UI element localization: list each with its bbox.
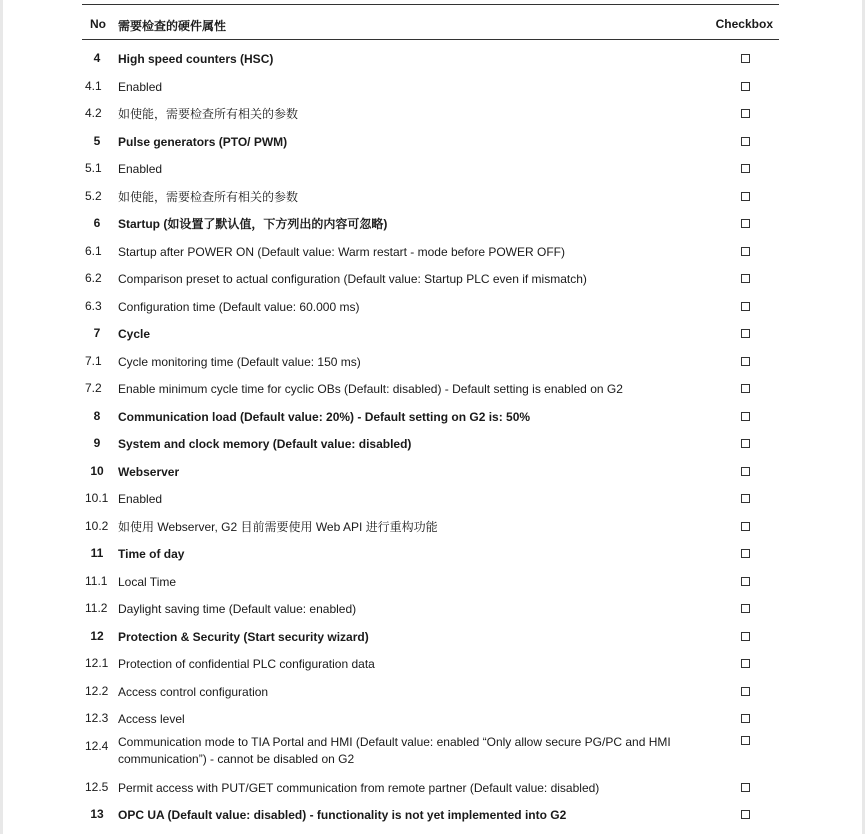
row-text: Daylight saving time (Default value: enabled) <box>118 602 357 616</box>
table-row <box>82 264 779 292</box>
row-text: Webserver <box>118 464 180 479</box>
row-checkbox[interactable] <box>741 192 750 201</box>
row-text: Pulse generators (PTO/ PWM) <box>118 134 288 149</box>
row-text: Enable minimum cycle time for cyclic OBs (Default: disabled) - Default setting is enabled on G2 <box>118 382 623 396</box>
page-edge-left <box>0 0 3 834</box>
row-checkbox[interactable] <box>741 439 750 448</box>
row-number: 11.2 <box>85 601 108 615</box>
row-text: Enabled <box>118 79 163 94</box>
table-row <box>82 567 779 595</box>
table-row <box>82 594 779 622</box>
row-number: 7.2 <box>85 381 102 395</box>
table-row <box>82 539 779 567</box>
row-number: 7 <box>93 326 101 340</box>
row-text: Communication load (Default value: 20%) - Default setting on G2 is: 50% <box>118 409 531 424</box>
row-number: 12.1 <box>85 656 109 670</box>
row-checkbox[interactable] <box>741 357 750 366</box>
row-number: 5.2 <box>85 188 102 203</box>
table-row <box>82 347 779 375</box>
row-text: Cycle <box>118 327 151 341</box>
row-checkbox[interactable] <box>741 137 750 146</box>
row-text: 如使能，需要检查所有相关的参数 <box>118 107 299 121</box>
table-row <box>82 99 779 127</box>
row-text: Startup after POWER ON (Default value: Warm restart - mode before POWER OFF) <box>118 244 565 259</box>
row-number: 8 <box>93 408 101 423</box>
row-checkbox[interactable] <box>741 329 750 338</box>
table-row <box>82 237 779 265</box>
row-checkbox[interactable] <box>741 604 750 613</box>
row-number: 10.2 <box>85 518 109 533</box>
row-number: 7.1 <box>85 353 102 368</box>
table-row <box>82 182 779 210</box>
row-number: 12.3 <box>85 711 109 725</box>
row-checkbox[interactable] <box>741 467 750 476</box>
row-number: 6.1 <box>85 243 102 258</box>
table-row <box>82 292 779 320</box>
row-text: 如使能，需要检查所有相关的参数 <box>118 189 299 204</box>
table-row <box>82 649 779 677</box>
table-row <box>82 512 779 540</box>
row-checkbox[interactable] <box>741 109 750 118</box>
row-checkbox[interactable] <box>741 687 750 696</box>
table-row <box>82 374 779 402</box>
table-row <box>82 402 779 430</box>
row-checkbox[interactable] <box>741 783 750 792</box>
row-text: Access level <box>118 712 185 726</box>
row-text: Cycle monitoring time (Default value: 150 ms) <box>118 354 361 369</box>
table-row <box>82 209 779 237</box>
row-checkbox[interactable] <box>741 810 750 819</box>
row-checkbox[interactable] <box>741 274 750 283</box>
row-checkbox[interactable] <box>741 577 750 586</box>
row-number: 12.4 <box>85 738 109 753</box>
row-checkbox[interactable] <box>741 384 750 393</box>
table-row <box>82 773 779 801</box>
row-checkbox[interactable] <box>741 82 750 91</box>
row-number: 10.1 <box>85 491 109 505</box>
header-item: 需要检查的硬件属性 <box>118 19 227 33</box>
row-number: 5 <box>93 133 101 148</box>
row-text: Enabled <box>118 492 163 506</box>
row-number: 4.1 <box>85 78 102 93</box>
row-number: 5.1 <box>85 161 102 175</box>
row-text: Protection of confidential PLC configuration data <box>118 657 375 671</box>
row-number: 12.2 <box>85 683 109 698</box>
row-checkbox[interactable] <box>741 302 750 311</box>
table-header <box>82 5 779 40</box>
row-checkbox[interactable] <box>741 522 750 531</box>
row-checkbox[interactable] <box>741 412 750 421</box>
checklist-document <box>82 0 779 828</box>
row-number: 13 <box>90 807 104 821</box>
row-checkbox[interactable] <box>741 549 750 558</box>
table-row <box>82 800 779 828</box>
row-checkbox[interactable] <box>741 219 750 228</box>
row-checkbox[interactable] <box>741 247 750 256</box>
row-text: 如使用 Webserver, G2 目前需要使用 Web API 进行重构功能 <box>118 519 438 534</box>
row-text: System and clock memory (Default value: disabled) <box>118 437 412 451</box>
row-text: Access control configuration <box>118 684 269 699</box>
row-number: 10 <box>90 463 104 478</box>
row-number: 6.2 <box>85 271 102 285</box>
table-row <box>82 154 779 182</box>
row-text: Comparison preset to actual configuration (Default value: Startup PLC even if mismatch) <box>118 272 587 286</box>
row-number: 4 <box>93 51 101 65</box>
row-number: 4.2 <box>85 106 102 120</box>
row-text: Startup (如设置了默认值，下方列出的内容可忽略) <box>118 217 388 231</box>
row-text: Time of day <box>118 547 185 561</box>
table-row <box>82 44 779 72</box>
row-number: 12.5 <box>85 779 109 794</box>
row-checkbox[interactable] <box>741 736 750 745</box>
table-row <box>82 704 779 732</box>
table-row <box>82 732 779 773</box>
table-row <box>82 429 779 457</box>
row-checkbox[interactable] <box>741 494 750 503</box>
table-row <box>82 319 779 347</box>
row-text: Communication mode to TIA Portal and HMI (Default value: enabled “Only allow secure PG/PC and HMI communication”) - cannot be disabled on G2 <box>118 734 671 766</box>
row-text: OPC UA (Default value: disabled) - functionality is not yet implemented into G2 <box>118 808 567 822</box>
row-number: 9 <box>93 436 101 450</box>
row-number: 11.1 <box>85 573 108 588</box>
row-text: Enabled <box>118 162 163 176</box>
row-text: Protection & Security (Start security wizard) <box>118 629 369 644</box>
table-row <box>82 677 779 705</box>
row-text: Permit access with PUT/GET communication from remote partner (Default value: disabled) <box>118 780 600 795</box>
row-checkbox[interactable] <box>741 714 750 723</box>
table-row <box>82 457 779 485</box>
row-number: 12 <box>90 628 104 643</box>
row-checkbox[interactable] <box>741 632 750 641</box>
row-number: 6 <box>93 216 101 230</box>
row-number: 6.3 <box>85 298 102 313</box>
table-row <box>82 72 779 100</box>
row-text: Local Time <box>118 574 177 589</box>
row-number: 11 <box>90 546 104 560</box>
row-text: High speed counters (HSC) <box>118 52 274 66</box>
table-row <box>82 622 779 650</box>
header-checkbox: Checkbox <box>715 17 773 31</box>
table-row <box>82 484 779 512</box>
checklist-rows <box>82 44 779 828</box>
row-checkbox[interactable] <box>741 54 750 63</box>
row-checkbox[interactable] <box>741 659 750 668</box>
header-no: No <box>90 17 106 31</box>
table-row <box>82 127 779 155</box>
row-text: Configuration time (Default value: 60.000 ms) <box>118 299 360 314</box>
row-checkbox[interactable] <box>741 164 750 173</box>
